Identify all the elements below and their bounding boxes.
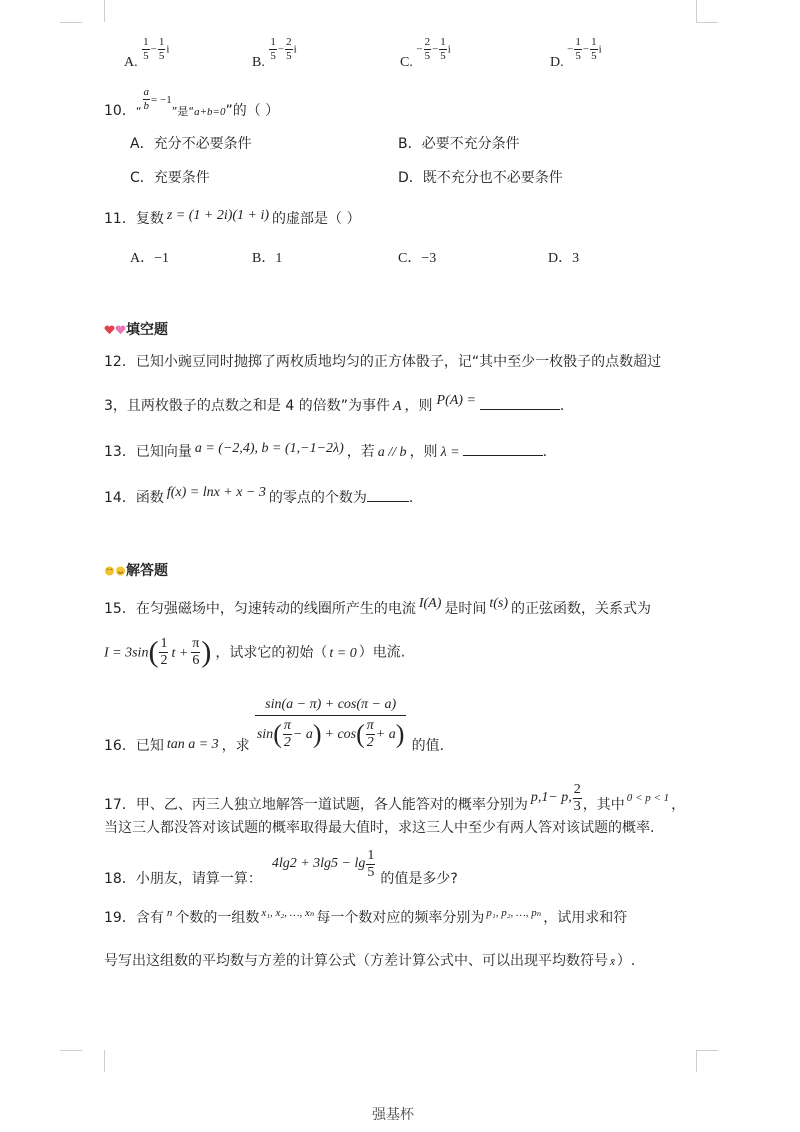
q11-option-b: B．1	[252, 251, 283, 266]
crop-mark-top-left-h	[60, 0, 82, 23]
smiling-face-icon	[115, 566, 126, 576]
section-answer-title: 解答题	[126, 563, 168, 579]
q19-line2: 号写出这组数的平均数与方差的计算公式（方差计算公式中、可以出现平均数符号 x̄ ）.	[104, 953, 636, 969]
q17-line2: 当这三人都没答对该试题的概率取得最大值时，求这三人中至少有两人答对该试题的概率.	[104, 820, 655, 836]
section-answer-header	[104, 560, 168, 580]
crop-mark-top-left	[82, 0, 105, 22]
q11-option-d: D．3	[548, 251, 580, 266]
crop-mark-bottom-left-h	[60, 1050, 82, 1073]
q9-b-frac2: $\frac{2}{5}$	[286, 36, 292, 62]
q16-stem: 16．已知 tan a = 3 ，求 sin(a − π) + cos(π − a) sin( $\frac{\pi}{2}$ − a) + cos( $\frac{\pi}{2}$ + a) 的值.	[104, 697, 445, 755]
q9-c-frac1: $\frac{2}{5}$	[424, 36, 431, 62]
q9-a-frac1: $\frac{1}{5}$	[143, 36, 149, 62]
hugging-face-icon	[104, 566, 115, 576]
q16-big-fraction: sin(a − π) + cos(π − a) sin( $\frac{\pi}{2}$ − a) + cos( $\frac{\pi}{2}$ + a)	[256, 697, 405, 751]
heart-pink-icon	[115, 325, 126, 335]
q9-d-frac1: $\frac{1}{5}$	[575, 36, 581, 62]
q11-option-c: C．−3	[398, 251, 437, 266]
q19-line1: 19．含有 $^n$ 个数的一组数 $^{x_1, x_2, \dots, x_n}$ 每一个数对应的频率分别为 $^{p_1, p_2, \dots, p_n}$ ，试用求和符	[104, 907, 628, 926]
q9-c-frac2: $\frac{1}{5}$	[440, 36, 446, 62]
q9-option-d: D. − $\frac{1}{5}$ − $\frac{1}{5}$ i	[550, 36, 602, 71]
q14-stem: 14．函数 f(x) = lnx + x − 3 的零点的个数为 .	[104, 485, 414, 506]
q12-line1: 12．已知小豌豆同时抛掷了两枚质地均匀的正方体骰子，记“其中至少一枚骰子的点数超过	[104, 354, 662, 370]
q10-option-b: B．必要不充分条件	[398, 136, 520, 152]
q9-d-frac2: $\frac{1}{5}$	[591, 36, 597, 62]
crop-mark-top-right-h	[696, 0, 718, 23]
q9-option-a: A. $\frac{1}{5}$ − $\frac{1}{5}$ i	[124, 36, 170, 71]
q10-ratio: $\frac{a}{b}$	[143, 86, 150, 112]
q15-frac-pi6: $\frac{\pi}{6}$	[192, 636, 200, 669]
q15-line2: I = 3sin( $\frac{1}{2}$ t + $\frac{\pi}{6}$ ) ，试求它的初始（ t = 0 ）电流.	[104, 635, 406, 669]
crop-mark-bottom-right-h	[696, 1050, 718, 1073]
q17-line1: 17．甲、乙、丙三人独立地解答一道试题，各人能答对的概率分别为 p,1− p, $\frac{2}{3}$ ，其中 0 < p < 1 ，	[104, 782, 686, 815]
q12-answer-blank[interactable]	[480, 395, 560, 410]
q17-frac-two-thirds: $\frac{2}{3}$	[573, 782, 581, 815]
q18-frac-fifth: $\frac{1}{5}$	[367, 848, 375, 881]
page-footer: 强基杯	[372, 1107, 414, 1123]
q13-stem: 13．已知向量 a = (−2,4), b = (1,−1−2λ) ，若 a // b ，则 λ = .	[104, 441, 548, 460]
q15-frac-half: $\frac{1}{2}$	[160, 636, 168, 669]
q13-answer-blank[interactable]	[463, 441, 543, 456]
q9-option-b: B. $\frac{1}{5}$ − $\frac{2}{5}$ i	[252, 36, 297, 71]
q9-b-frac1: $\frac{1}{5}$	[270, 36, 276, 62]
q16-denominator: sin( $\frac{\pi}{2}$ − a) + cos( $\frac{\pi}{2}$ + a)	[256, 718, 405, 751]
q18-stem: 18．小朋友，请算一算：4lg2 + 3lg5 − lg $\frac{1}{5}$ 的值是多少?	[104, 848, 458, 887]
q10-stem: 10．$_“$ $\frac{a}{b}$ = $-1_{”是“a+b=0}$”的（ ）	[104, 86, 280, 120]
q11-stem: 11．复数 z = (1 + 2i)(1 + i) 的虚部是（ ）	[104, 208, 361, 227]
q10-option-a: A．充分不必要条件	[130, 136, 252, 152]
q11-option-a: A．−1	[130, 251, 170, 266]
q14-answer-blank[interactable]	[367, 487, 409, 502]
q10-option-d: D．既不充分也不必要条件	[398, 170, 563, 186]
q15-line1: 15．在匀强磁场中，匀速转动的线圈所产生的电流 I(A) 是时间 t(s) 的正弦函数，关系式为	[104, 596, 652, 617]
q9-a-frac2: $\frac{1}{5}$	[158, 36, 165, 62]
heart-red-icon	[104, 325, 115, 335]
q12-line2: 3，且两枚骰子的点数之和是 4 的倍数”为事件 A ，则 P(A) = .	[104, 393, 565, 414]
q10-option-c: C．充要条件	[130, 170, 210, 186]
crop-mark-bottom-left	[82, 1050, 105, 1072]
q9-option-c: C. − $\frac{2}{5}$ − $\frac{1}{5}$ i	[400, 36, 451, 71]
section-fill-title: 填空题	[126, 322, 168, 338]
section-fill-header	[104, 319, 168, 339]
